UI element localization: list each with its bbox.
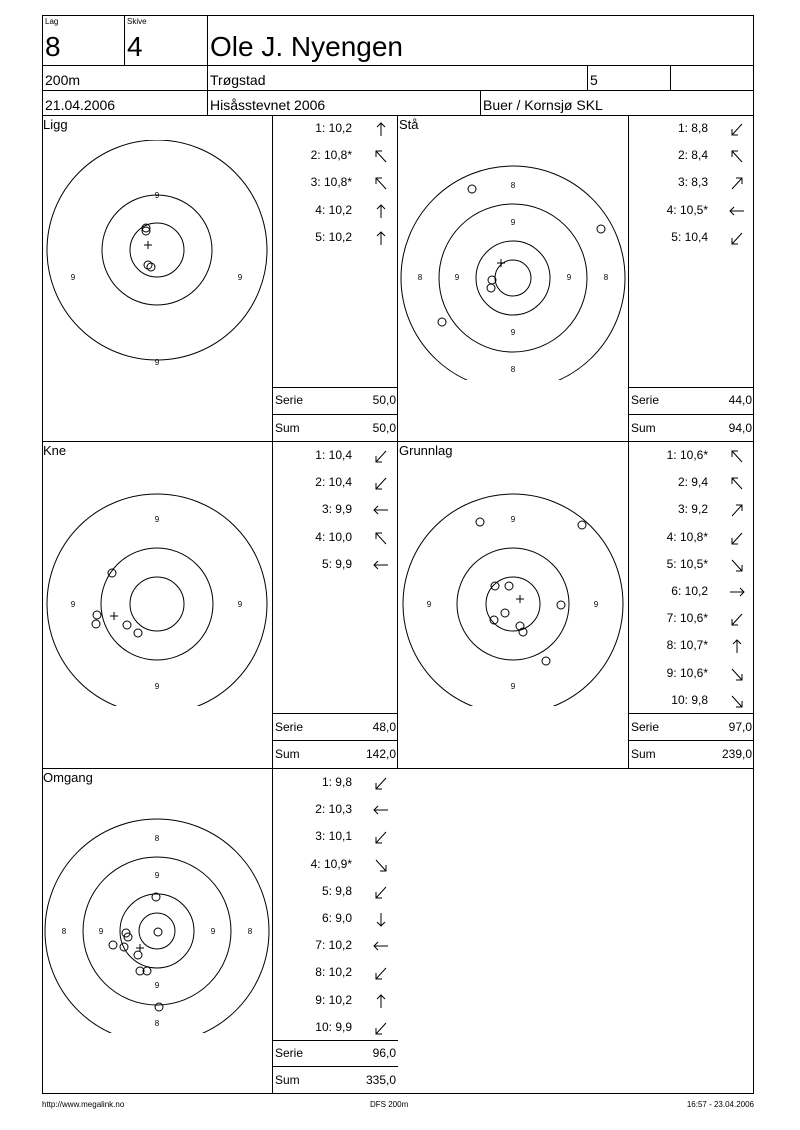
- class: 5: [590, 72, 598, 88]
- shot-value: 4: 10,9*: [310, 856, 352, 871]
- ring-label: 8: [154, 834, 160, 843]
- footer-system: DFS 200m: [370, 1100, 409, 1109]
- serie-label: Serie: [631, 720, 660, 734]
- shot-row: [274, 121, 394, 139]
- target-ligg: [43, 140, 271, 380]
- shot-value: 4: 10,5*: [666, 202, 708, 217]
- ring-label: 9: [70, 600, 76, 609]
- target-kne: [43, 466, 271, 706]
- shot-row: [274, 448, 394, 466]
- ring-label: 8: [510, 181, 516, 190]
- shot-row: [274, 884, 394, 902]
- shot-value: 3: 9,9: [321, 502, 352, 517]
- shot-value: 7: 10,6*: [666, 611, 708, 626]
- arrow-down-right-icon: [372, 857, 390, 874]
- shot-row: [274, 475, 394, 493]
- shot-value: 5: 10,5*: [666, 556, 708, 571]
- sum-label: Sum: [275, 747, 300, 761]
- arrow-up-left-icon: [372, 175, 390, 192]
- section-title-sta: Stå: [399, 117, 419, 132]
- arrow-down-left-icon: [372, 829, 390, 846]
- arrow-down-left-icon: [372, 965, 390, 982]
- footer-url: http://www.megalink.no: [42, 1100, 125, 1109]
- shot-value: 6: 10,2: [671, 584, 708, 598]
- footer-timestamp: 16:57 - 23.04.2006: [686, 1100, 754, 1109]
- arrow-up-left-icon: [372, 148, 390, 165]
- ring-label: 8: [510, 365, 516, 374]
- ring-label: 9: [510, 515, 516, 524]
- ring-label: 9: [154, 358, 160, 367]
- arrow-down-left-icon: [372, 1020, 390, 1037]
- shot-value: 10: 9,8: [671, 692, 708, 707]
- arrow-up-left-icon: [728, 475, 746, 492]
- sum-value: 142,0: [365, 747, 396, 761]
- shot-marks: [92, 569, 142, 637]
- ring-label: 9: [593, 600, 599, 609]
- centroid-cross: [110, 612, 118, 620]
- arrow-down-right-icon: [728, 666, 746, 683]
- shot-row: [274, 148, 394, 166]
- shot-row: [630, 448, 750, 466]
- arrow-up-icon: [372, 203, 390, 220]
- arrow-left-icon: [372, 557, 390, 574]
- shot-row: [274, 993, 394, 1011]
- ring-label: 9: [454, 273, 460, 282]
- serie-label: Serie: [275, 720, 304, 734]
- arrow-left-icon: [372, 938, 390, 955]
- serie-label: Serie: [275, 393, 304, 407]
- date: 21.04.2006: [45, 97, 116, 113]
- ring-label: 9: [154, 981, 160, 990]
- shot-row: [630, 121, 750, 139]
- arrow-right-icon: [728, 584, 746, 601]
- shot-value: 4: 10,2: [315, 202, 352, 217]
- sum-value: 50,0: [372, 421, 396, 435]
- arrow-down-left-icon: [372, 884, 390, 901]
- shot-row: [630, 611, 750, 629]
- shot-row: [274, 965, 394, 983]
- shot-value: 10: 9,9: [315, 1019, 352, 1034]
- target-omgang: [43, 793, 271, 1033]
- sum-value: 239,0: [721, 747, 752, 761]
- serie-label: Serie: [631, 393, 660, 407]
- arrow-up-icon: [372, 121, 390, 138]
- serie-value: 96,0: [372, 1046, 396, 1060]
- shot-value: 8: 10,7*: [666, 638, 708, 653]
- arrow-down-right-icon: [728, 693, 746, 710]
- arrow-up-right-icon: [728, 175, 746, 192]
- ring-label: 9: [70, 273, 76, 282]
- shot-value: 2: 10,8*: [310, 148, 352, 163]
- sum-value: 94,0: [728, 421, 752, 435]
- shot-value: 1: 10,2: [315, 121, 352, 135]
- section-title-ligg: Ligg: [43, 117, 68, 132]
- shot-row: [274, 203, 394, 221]
- event: Hisåsstevnet 2006: [210, 97, 326, 113]
- shot-row: [274, 911, 394, 929]
- ring-label: 8: [61, 927, 67, 936]
- centroid-cross: [144, 241, 152, 249]
- serie-value: 97,0: [728, 720, 752, 734]
- shot-row: [630, 530, 750, 548]
- shot-row: [274, 857, 394, 875]
- shot-value: 2: 9,4: [677, 475, 708, 490]
- ring-label: 9: [510, 328, 516, 337]
- shot-value: 9: 10,2: [315, 992, 352, 1007]
- section-title-omgang: Omgang: [43, 770, 93, 785]
- shot-row: [630, 230, 750, 248]
- shot-row: [630, 203, 750, 221]
- shot-row: [274, 1020, 394, 1038]
- ring-label: 9: [237, 600, 243, 609]
- shot-value: 8: 10,2: [315, 965, 352, 980]
- shot-value: 5: 10,2: [315, 229, 352, 244]
- lag-value: 8: [45, 31, 61, 62]
- shot-row: [630, 666, 750, 684]
- arrow-left-icon: [728, 203, 746, 220]
- shot-value: 9: 10,6*: [666, 665, 708, 680]
- shot-value: 5: 9,9: [321, 556, 352, 571]
- shot-row: [274, 230, 394, 248]
- organizer: Buer / Kornsjø SKL: [483, 97, 603, 113]
- arrow-down-left-icon: [372, 448, 390, 465]
- ring-label: 9: [426, 600, 432, 609]
- shot-value: 2: 10,4: [315, 475, 352, 490]
- shot-value: 3: 8,3: [677, 175, 708, 190]
- shot-value: 5: 9,8: [321, 883, 352, 898]
- arrow-down-left-icon: [372, 775, 390, 792]
- sum-value: 335,0: [365, 1073, 396, 1087]
- shot-row: [274, 829, 394, 847]
- ring-label: 9: [237, 273, 243, 282]
- shot-row: [274, 502, 394, 520]
- shot-value: 1: 8,8: [677, 121, 708, 135]
- shot-value: 3: 9,2: [677, 502, 708, 517]
- shot-row: [630, 148, 750, 166]
- ring-label: 9: [510, 218, 516, 227]
- shot-row: [274, 557, 394, 575]
- distance: 200m: [45, 72, 81, 88]
- shot-row: [274, 802, 394, 820]
- arrow-up-left-icon: [728, 448, 746, 465]
- arrow-down-icon: [372, 911, 390, 928]
- shot-row: [630, 502, 750, 520]
- section-title-kne: Kne: [43, 443, 67, 458]
- ring-label: 9: [154, 871, 160, 880]
- club: Trøgstad: [210, 72, 266, 88]
- shot-row: [630, 475, 750, 493]
- ring-label: 9: [154, 191, 160, 200]
- shot-value: 2: 10,3: [315, 802, 352, 817]
- sum-label: Sum: [275, 1073, 300, 1087]
- arrow-up-icon: [372, 230, 390, 247]
- ring-label: 8: [603, 273, 609, 282]
- shot-value: 1: 9,8: [321, 775, 352, 789]
- shot-value: 7: 10,2: [315, 938, 352, 953]
- centroid-cross: [497, 259, 505, 267]
- shot-row: [630, 175, 750, 193]
- ring-label: 8: [154, 1019, 160, 1028]
- arrow-down-left-icon: [728, 611, 746, 628]
- shot-value: 1: 10,6*: [666, 448, 708, 462]
- ring-label: 8: [417, 273, 423, 282]
- arrow-up-icon: [728, 638, 746, 655]
- shot-row: [630, 584, 750, 602]
- arrow-down-left-icon: [728, 121, 746, 138]
- serie-label: Serie: [275, 1046, 304, 1060]
- centroid-cross: [516, 595, 524, 603]
- arrow-up-right-icon: [728, 502, 746, 519]
- ring-label: 9: [510, 682, 516, 691]
- shot-value: 2: 8,4: [677, 148, 708, 163]
- sum-label: Sum: [631, 421, 656, 435]
- arrow-up-icon: [372, 993, 390, 1010]
- serie-value: 44,0: [728, 393, 752, 407]
- skive-label: Skive: [127, 17, 147, 26]
- ring-label: 9: [154, 515, 160, 524]
- target-grunnlag: [399, 466, 627, 706]
- shot-value: 4: 10,8*: [666, 529, 708, 544]
- shot-value: 3: 10,8*: [310, 175, 352, 190]
- shot-value: 1: 10,4: [315, 448, 352, 462]
- arrow-down-left-icon: [372, 475, 390, 492]
- shot-value: 5: 10,4: [671, 229, 708, 244]
- shot-value: 4: 10,0: [315, 529, 352, 544]
- arrow-down-left-icon: [728, 230, 746, 247]
- serie-value: 50,0: [372, 393, 396, 407]
- sum-label: Sum: [631, 747, 656, 761]
- shot-row: [630, 557, 750, 575]
- arrow-left-icon: [372, 502, 390, 519]
- shot-marks: [476, 518, 586, 665]
- target-sta: [399, 140, 627, 380]
- sum-label: Sum: [275, 421, 300, 435]
- shot-value: 6: 9,0: [321, 911, 352, 925]
- arrow-down-left-icon: [728, 530, 746, 547]
- arrow-up-left-icon: [372, 530, 390, 547]
- shot-marks: [438, 185, 605, 326]
- skive-value: 4: [127, 31, 143, 62]
- shot-row: [274, 775, 394, 793]
- shot-row: [274, 530, 394, 548]
- arrow-left-icon: [372, 802, 390, 819]
- arrow-up-left-icon: [728, 148, 746, 165]
- shooter-name: Ole J. Nyengen: [210, 31, 403, 62]
- ring-label: 9: [154, 682, 160, 691]
- section-title-grunnlag: Grunnlag: [399, 443, 453, 458]
- ring-label: 8: [247, 927, 253, 936]
- shot-row: [630, 638, 750, 656]
- serie-value: 48,0: [372, 720, 396, 734]
- lag-label: Lag: [45, 17, 59, 26]
- shot-row: [274, 938, 394, 956]
- shot-value: 3: 10,1: [315, 829, 352, 844]
- ring-label: 9: [98, 927, 104, 936]
- shot-row: [274, 175, 394, 193]
- arrow-down-right-icon: [728, 557, 746, 574]
- ring-label: 9: [566, 273, 572, 282]
- shot-row: [630, 693, 750, 711]
- ring-label: 9: [210, 927, 216, 936]
